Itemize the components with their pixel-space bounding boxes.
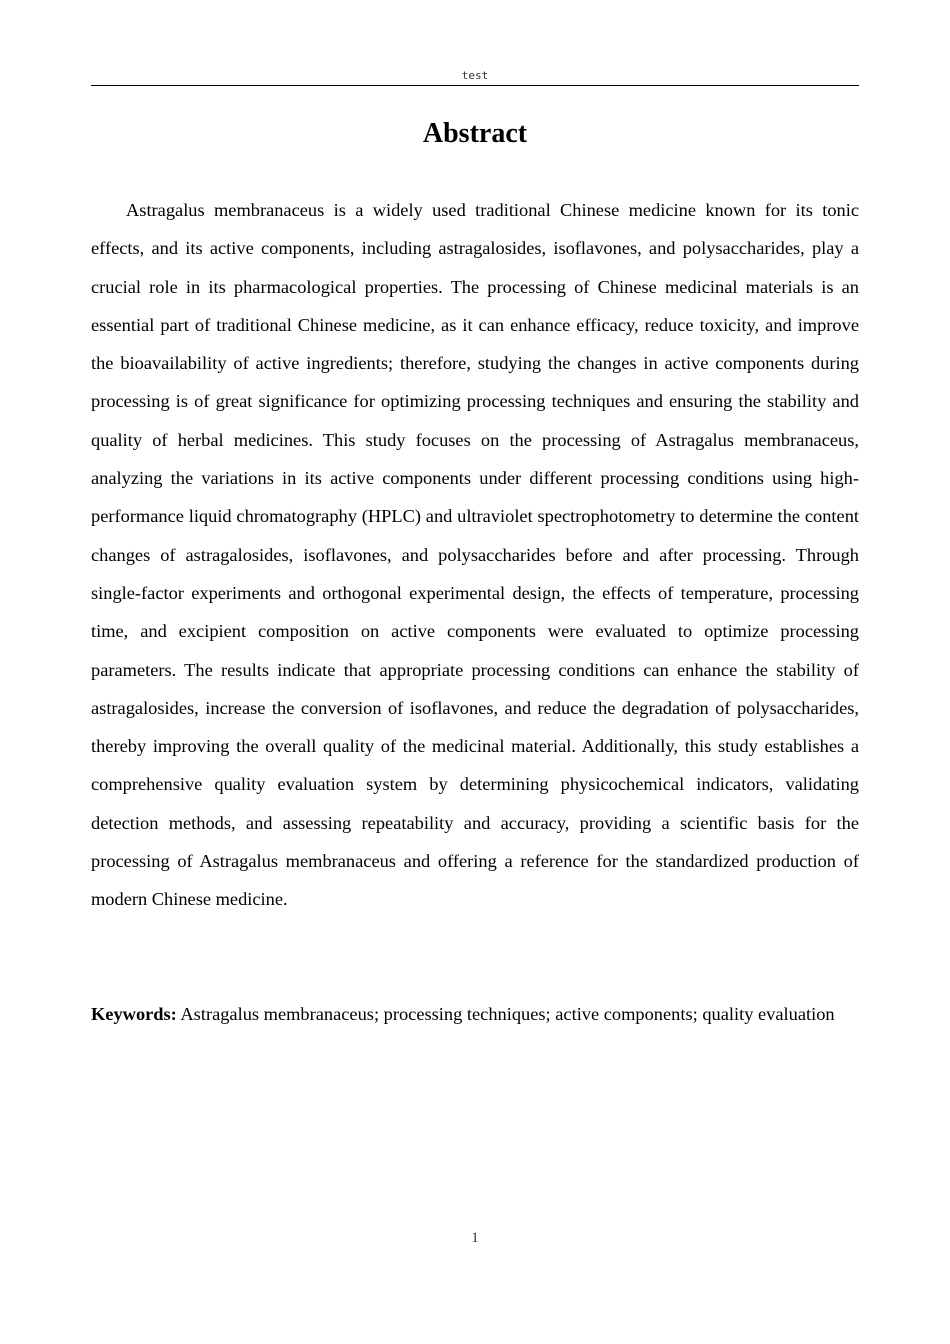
page-number: 1 bbox=[471, 1230, 479, 1246]
running-header: test bbox=[461, 69, 489, 82]
abstract-title: Abstract bbox=[422, 118, 528, 149]
keywords-text: Astragalus membranaceus; processing techniques; active components; quality evaluation bbox=[180, 1004, 835, 1024]
abstract-body: Astragalus membranaceus is a widely used traditional Chinese medicine known for its tonic effects, and its active components, including astragalosides, isoflavones, and polysaccharides, play a crucial role in its pharmacological properties. The processing of Chinese medicinal materials is an essential part of traditional Chinese medicine, as it can enhance efficacy, reduce toxicity, and improve the bioavailability of active ingredients; therefore, studying the changes in active components during processing is of great significance for optimizing processing techniques and ensuring the stability and quality of herbal medicines. This study focuses on the processing of Astragalus membranaceus, analyzing the variations in its active components under different processing conditions using high-performance liquid chromatography (HPLC) and ultraviolet spectrophotometry to determine the content changes of astragalosides, isoflavones, and polysaccharides before and after processing. Through single-factor experiments and orthogonal experimental design, the effects of temperature, processing time, and excipient composition on active components were evaluated to optimize processing parameters. The results indicate that appropriate processing conditions can enhance the stability of astragalosides, increase the conversion of isoflavones, and reduce the degradation of polysaccharides, thereby improving the overall quality of the medicinal material. Additionally, this study establishes a comprehensive quality evaluation system by determining physicochemical indicators, validating detection methods, and assessing repeatability and accuracy, providing a scientific basis for the processing of Astragalus membranaceus and offering a reference for the standardized production of modern Chinese medicine. bbox=[91, 200, 859, 910]
header-rule bbox=[91, 85, 859, 86]
keywords-paragraph bbox=[91, 995, 859, 1033]
keywords-label: Keywords: bbox=[91, 1004, 177, 1024]
